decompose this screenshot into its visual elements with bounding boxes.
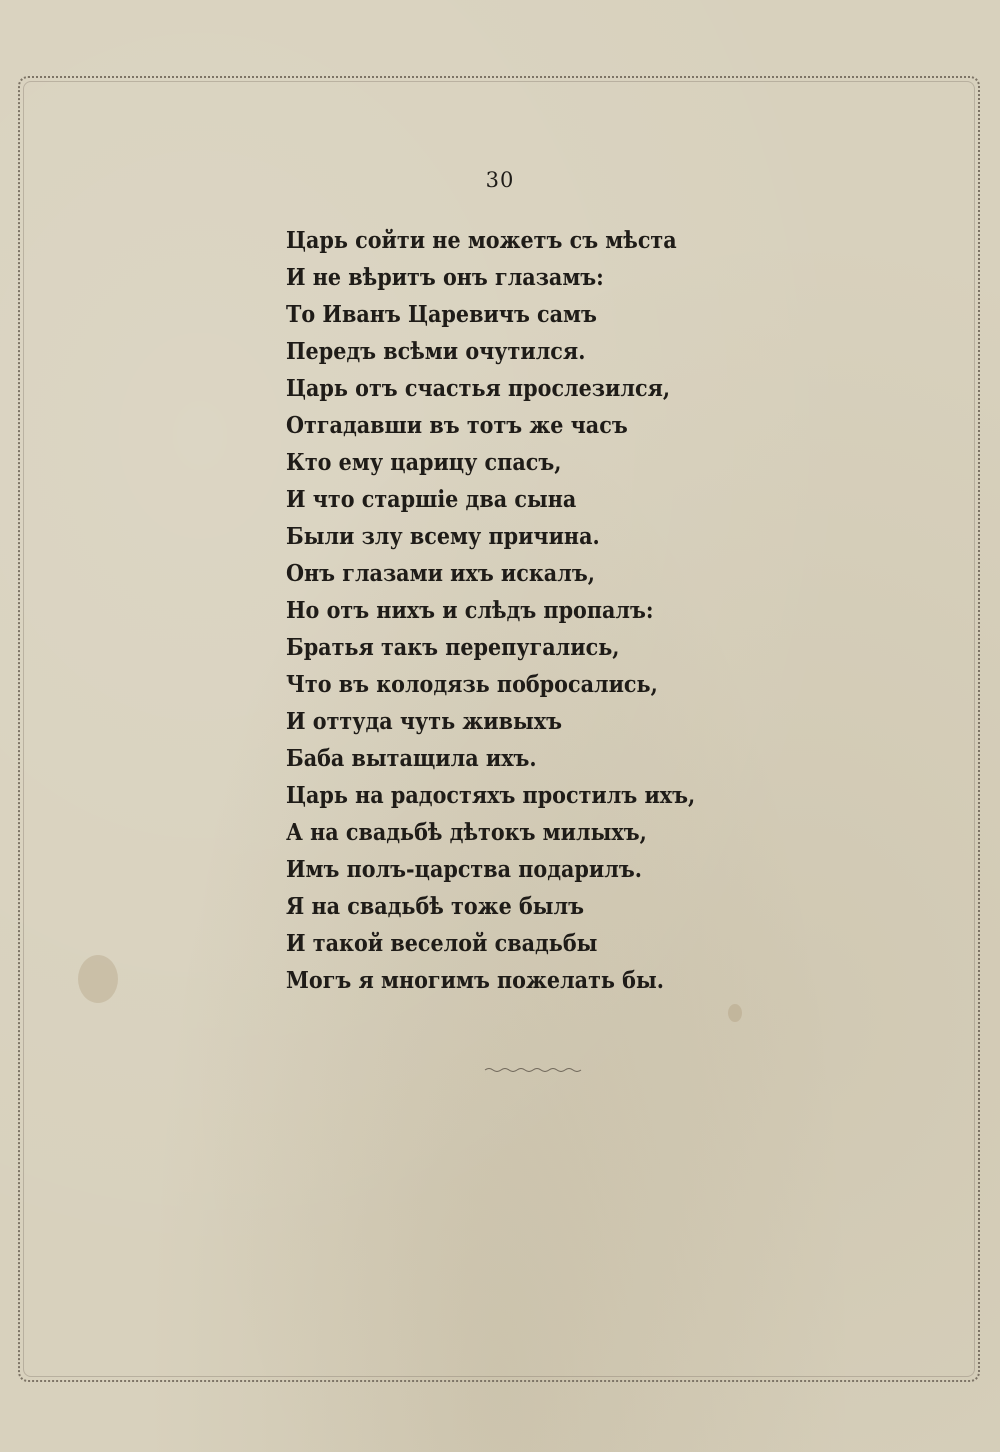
poem-line: Передъ всѣми очутился.: [286, 338, 586, 365]
poem-line: Я на свадьбѣ тоже былъ: [286, 893, 584, 920]
paper-stain: [78, 955, 118, 1003]
poem-line: Царь отъ счастья прослезился,: [286, 375, 671, 402]
poem-line: Имъ полъ-царства подарилъ.: [286, 856, 642, 883]
poem-line: Онъ глазами ихъ искалъ,: [286, 560, 595, 587]
poem-line: Могъ я многимъ пожелать бы.: [286, 967, 664, 994]
poem-line: Отгадавши въ тотъ же часъ: [286, 412, 628, 439]
page-number: 30: [485, 168, 515, 192]
poem-line: То Иванъ Царевичъ самъ: [286, 301, 597, 328]
poem-line: Кто ему царицу спасъ,: [286, 449, 562, 476]
poem-line: Что въ колодязь побросались,: [286, 671, 658, 698]
poem-line: Братья такъ перепугались,: [286, 634, 620, 661]
poem-line: Царь сойти не можетъ съ мѣста: [286, 227, 677, 254]
poem-line: И оттуда чуть живыхъ: [286, 708, 562, 735]
poem-line: А на свадьбѣ дѣтокъ милыхъ,: [286, 819, 647, 846]
poem-line: И такой веселой свадьбы: [286, 930, 598, 957]
paper-stain: [728, 1004, 742, 1022]
poem-line: Царь на радостяхъ простилъ ихъ,: [286, 782, 696, 809]
poem-line: Баба вытащила ихъ.: [286, 745, 537, 772]
poem-text: [286, 222, 706, 999]
poem-line: Но отъ нихъ и слѣдъ пропалъ:: [286, 597, 654, 624]
poem-line: И не вѣритъ онъ глазамъ:: [286, 264, 604, 291]
poem-line: Были злу всему причина.: [286, 523, 600, 550]
end-ornament: [483, 1066, 583, 1074]
poem-line: И что старшіе два сына: [286, 486, 577, 513]
